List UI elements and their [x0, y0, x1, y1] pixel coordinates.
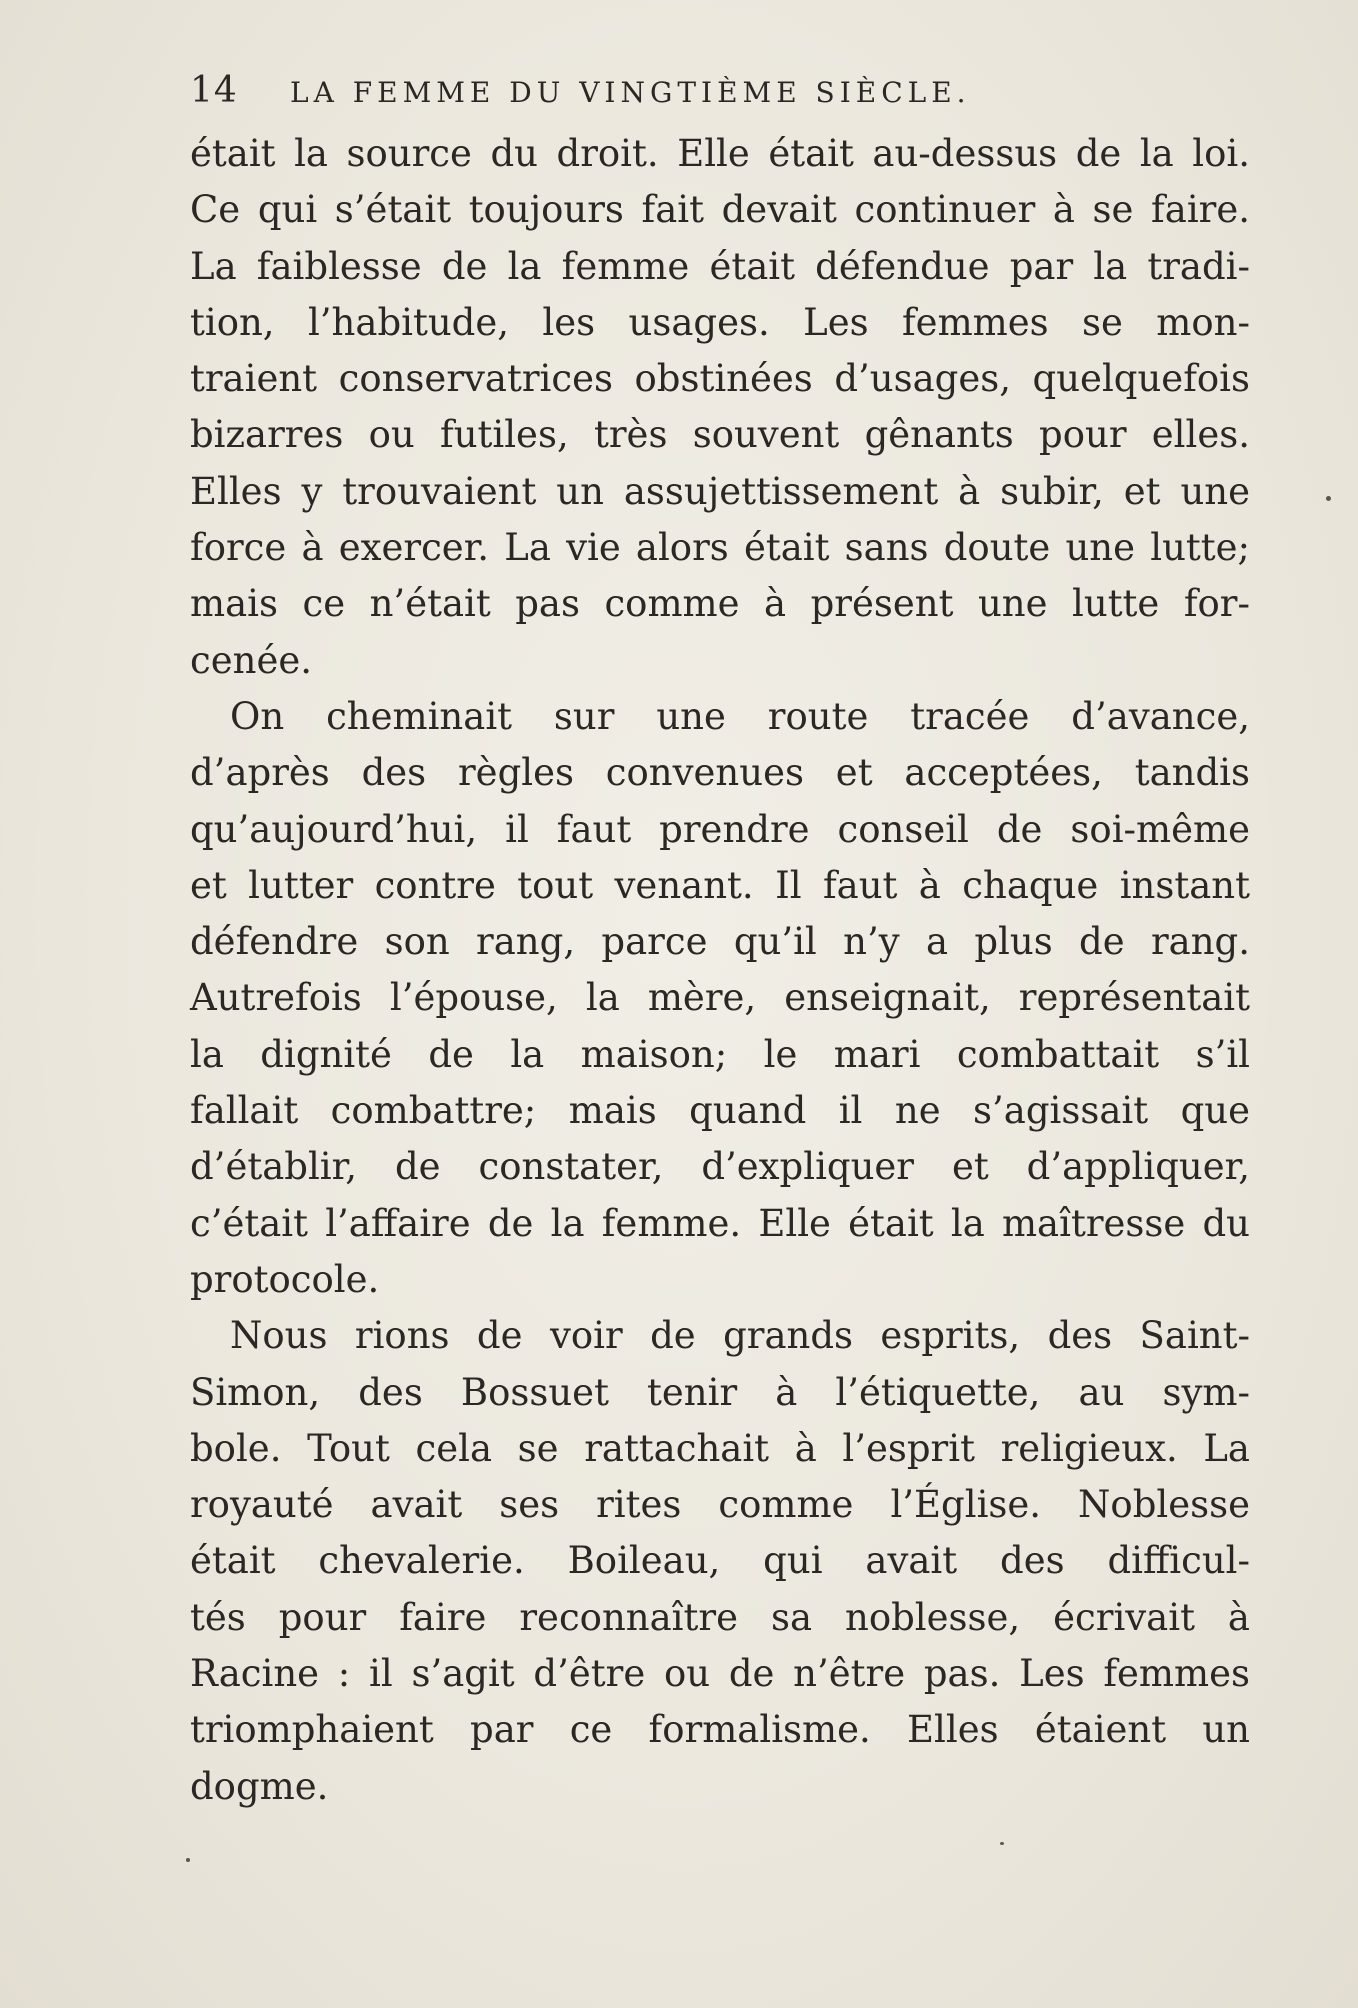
- text-line: fallait combattre; mais quand il ne s’agissait que: [190, 1089, 1250, 1133]
- text-line: bizarres ou futiles, très souvent gênants pour elles.: [190, 413, 1250, 457]
- paragraph: [190, 126, 1250, 689]
- print-speck: [1326, 496, 1331, 501]
- text-line: protocole.: [190, 1257, 380, 1301]
- text-line: La faiblesse de la femme était défendue par la tradi-: [190, 244, 1250, 288]
- print-speck: [186, 1858, 190, 1862]
- text-line: Ce qui s’était toujours fait devait continuer à se faire.: [190, 188, 1250, 232]
- text-line: royauté avait ses rites comme l’Église. Noblesse: [190, 1483, 1250, 1527]
- text-line: qu’aujourd’hui, il faut prendre conseil de soi-même: [190, 807, 1250, 851]
- text-line: d’après des règles convenues et acceptées, tandis: [190, 751, 1250, 795]
- print-speck: [1000, 1842, 1004, 1845]
- paragraph: [190, 689, 1250, 1308]
- text-block: [190, 70, 1250, 1815]
- running-title: LA FEMME DU VINGTIÈME SIÈCLE.: [290, 76, 971, 109]
- text-line: Racine : il s’agit d’être ou de n’être pas. Les femmes: [190, 1652, 1250, 1696]
- text-line: d’établir, de constater, d’expliquer et d’appliquer,: [190, 1145, 1250, 1189]
- running-head: [190, 70, 1250, 126]
- text-line: tion, l’habitude, les usages. Les femmes se mon-: [190, 300, 1250, 344]
- text-line: c’était l’affaire de la femme. Elle était la maîtresse du: [190, 1201, 1250, 1245]
- text-line: traient conservatrices obstinées d’usages, quelquefois: [190, 357, 1250, 401]
- text-line: tés pour faire reconnaître sa noblesse, écrivait à: [190, 1595, 1250, 1639]
- text-line: mais ce n’était pas comme à présent une lutte for-: [190, 582, 1250, 626]
- text-line: triomphaient par ce formalisme. Elles étaient un: [190, 1708, 1250, 1752]
- text-line: la dignité de la maison; le mari combattait s’il: [190, 1032, 1250, 1076]
- text-line: bole. Tout cela se rattachait à l’esprit religieux. La: [190, 1426, 1250, 1470]
- text-line: Elles y trouvaient un assujettissement à subir, et une: [190, 469, 1250, 513]
- paragraph: [190, 1308, 1250, 1815]
- text-line: et lutter contre tout venant. Il faut à chaque instant: [190, 863, 1250, 907]
- text-line: On cheminait sur une route tracée d’avance,: [230, 694, 1250, 738]
- text-line: défendre son rang, parce qu’il n’y a plus de rang.: [190, 920, 1250, 964]
- text-line: était la source du droit. Elle était au-dessus de la loi.: [190, 132, 1250, 175]
- text-line: dogme.: [190, 1764, 329, 1808]
- page-number: 14: [190, 70, 238, 111]
- text-line: Autrefois l’épouse, la mère, enseignait, représentait: [190, 976, 1250, 1020]
- text-line: cenée.: [190, 638, 313, 682]
- body-text: [190, 126, 1250, 1815]
- text-line: Simon, des Bossuet tenir à l’étiquette, au sym-: [190, 1370, 1250, 1414]
- text-line: Nous rions de voir de grands esprits, des Saint-: [230, 1314, 1250, 1358]
- text-line: était chevalerie. Boileau, qui avait des difficul-: [190, 1539, 1250, 1583]
- text-line: force à exercer. La vie alors était sans doute une lutte;: [190, 526, 1250, 570]
